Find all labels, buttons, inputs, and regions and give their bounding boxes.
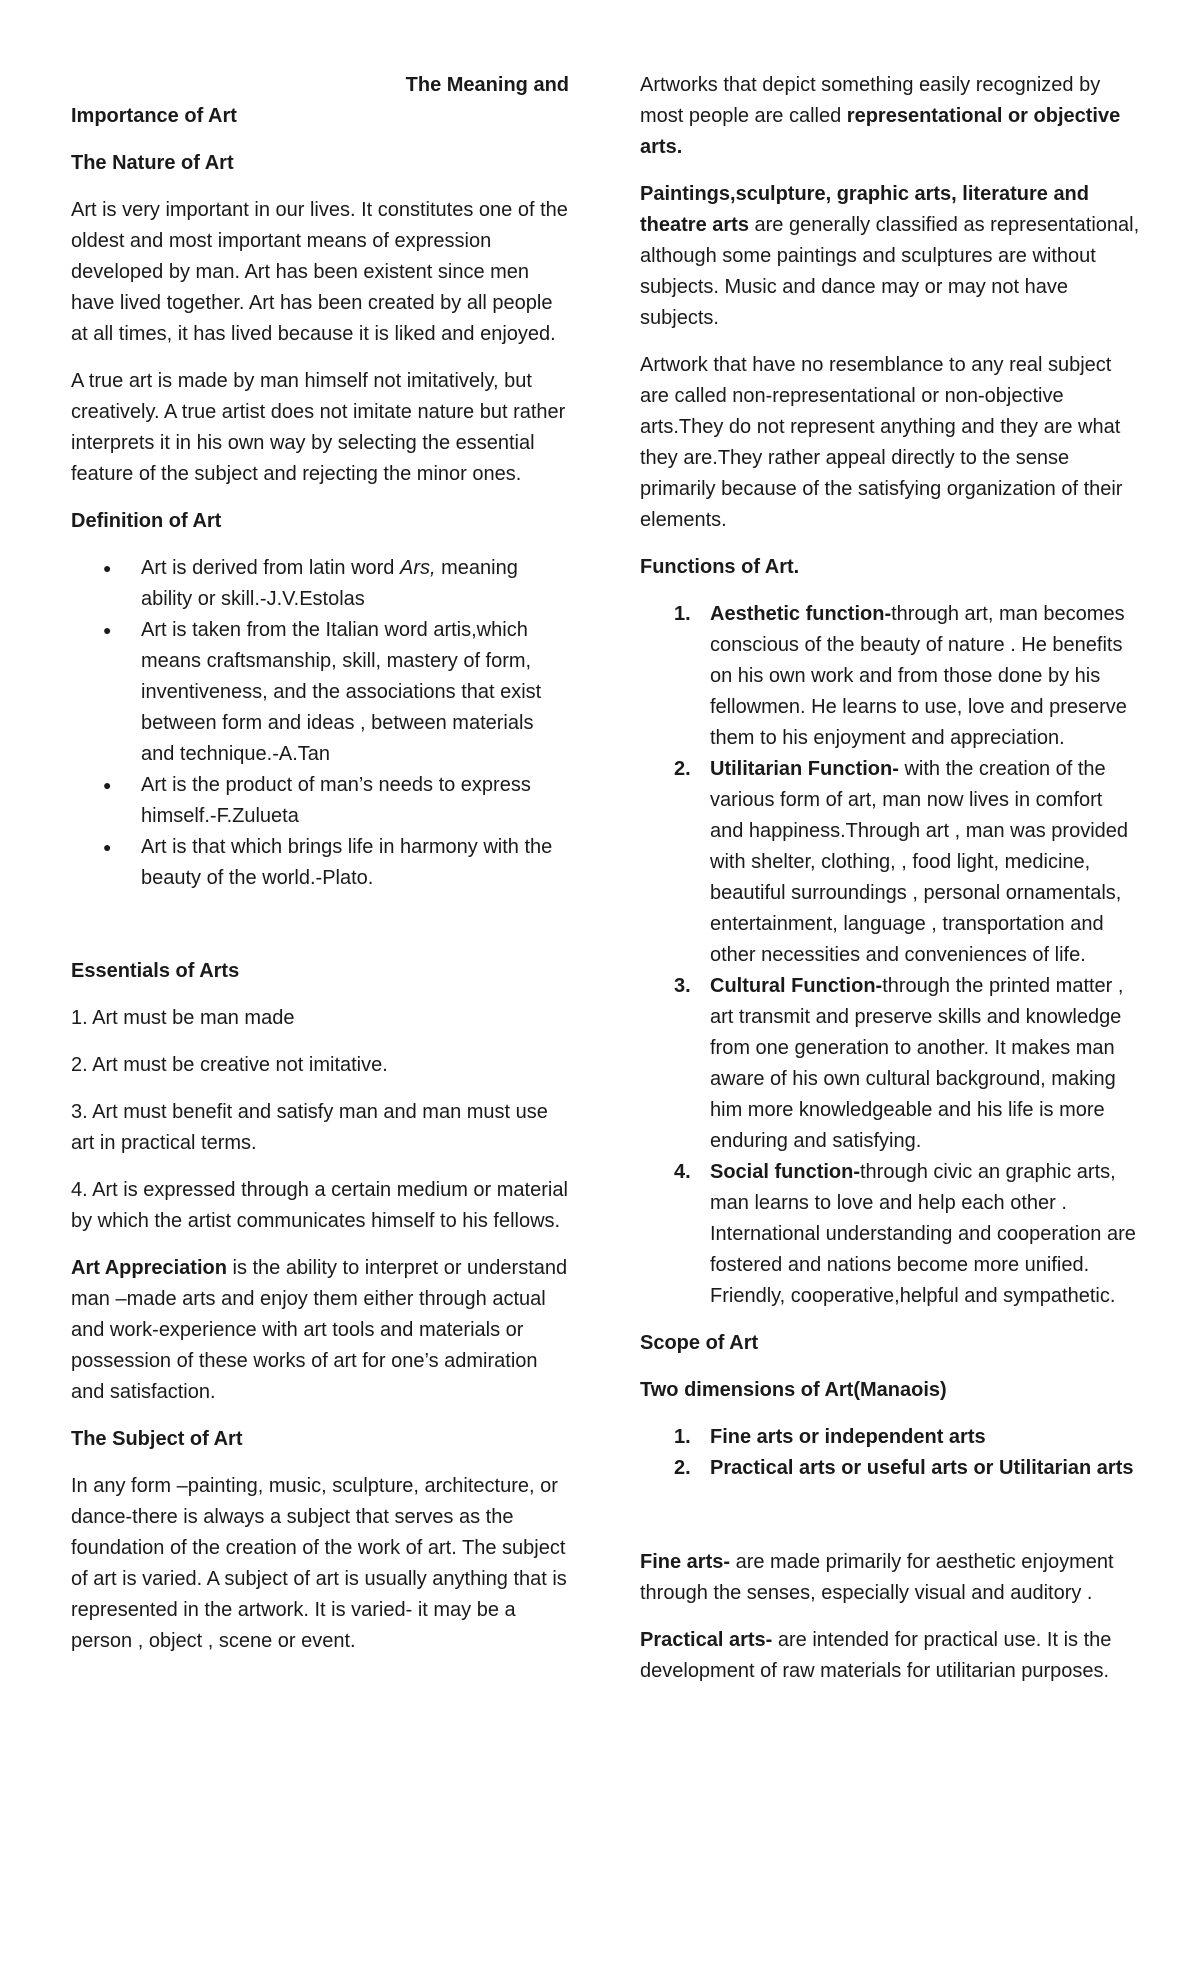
nature-paragraph-2: A true art is made by man himself not imitatively, but creatively. A true artist does not imitate nature but rather interprets it in his own way by selecting the essential feature of the subject and rejecting the minor ones. [71,370,566,485]
right-column [640,70,1140,1703]
functions-list [640,599,1140,1312]
document-title-line-1: The Meaning and [405,74,569,96]
essential-item: 3. Art must benefit and satisfy man and man must use art in practical terms. [71,1101,548,1154]
definition-item: ● Art is taken from the Italian word artis,which means craftsmanship, skill, mastery of form, inventiveness, and the associations that exist between form and ideas , between materials and technique.-A.Tan [141,615,571,770]
dimensions-list [640,1422,1140,1484]
definition-item: ● Art is derived from latin word Ars, meaning ability or skill.-J.V.Estolas [141,553,571,615]
non-representational-paragraph: Artwork that have no resemblance to any real subject are called non-representational or non-objective arts.They do not represent anything and they are what they are.They rather appeal directly to the sense primarily because of the satisfying organization of their elements. [640,354,1123,531]
function-item: 1. Aesthetic function-through art, man becomes conscious of the beauty of nature . He benefits on his own work and from those done by his fellowmen. He learns to use, love and preserve them to his enjoyment and appreciation. [674,603,1127,749]
function-item: 2. Utilitarian Function- with the creation of the various form of art, man now lives in comfort and happiness.Through art , man was provided with shelter, clothing, , food light, medicine, beautiful surroundings , personal ornamentals, entertainment, language , transportation and other necessities and conveniences of life. [674,758,1129,966]
nature-heading: The Nature of Art [71,152,234,174]
definition-item: ● Art is that which brings life in harmony with the beauty of the world.-Plato. [141,832,571,894]
definition-item: ● Art is the product of man’s needs to express himself.-F.Zulueta [141,770,571,832]
fine-arts-paragraph: Fine arts- are made primarily for aesthetic enjoyment through the senses, especially visual and auditory . [640,1551,1114,1604]
left-column [71,70,571,1673]
dimension-item: 2. Practical arts or useful arts or Utilitarian arts [674,1457,1134,1479]
appreciation-paragraph: Art Appreciation is the ability to interpret or understand man –made arts and enjoy them either through actual and work-experience with art tools and materials or possession of these works of art for one’s admiration and satisfaction. [71,1257,568,1403]
essential-item: 1. Art must be man made [71,1007,295,1029]
function-item: 4. Social function-through civic an graphic arts, man learns to love and help each other . International understanding and cooperation are fostered and nations become more unified. Friendly, cooperative,helpful and sympathetic. [674,1161,1136,1307]
definition-list [71,553,571,894]
essential-item: 2. Art must be creative not imitative. [71,1054,388,1076]
representational-paragraph: Artworks that depict something easily recognized by most people are called representational or objective arts. [640,74,1121,158]
function-item: 3. Cultural Function-through the printed matter , art transmit and preserve skills and knowledge from one generation to another. It makes man aware of his own cultural background, making him more knowledgeable and his life is more enduring and satisfying. [674,975,1124,1152]
definition-heading: Definition of Art [71,510,222,532]
dimensions-heading: Two dimensions of Art(Manaois) [640,1379,947,1401]
subject-paragraph: In any form –painting, music, sculpture, architecture, or dance-there is always a subject that serves as the foundation of the creation of the work of art. The subject of art is varied. A subject of art is usually anything that is represented in the artwork. It is varied- it may be a person , object , scene or event. [71,1475,567,1652]
subject-heading: The Subject of Art [71,1428,243,1450]
essential-item: 4. Art is expressed through a certain medium or material by which the artist communicates himself to his fellows. [71,1179,568,1232]
appreciation-term: Art Appreciation [71,1257,227,1279]
scope-heading: Scope of Art [640,1332,759,1354]
nature-paragraph-1: Art is very important in our lives. It constitutes one of the oldest and most important means of expression developed by man. Art has been existent since men have lived together. Art has been created by all people at all times, it has lived because it is liked and enjoyed. [71,199,568,345]
functions-heading: Functions of Art. [640,556,800,578]
practical-arts-paragraph: Practical arts- are intended for practical use. It is the development of raw materials for utilitarian purposes. [640,1629,1112,1682]
document-title-line-2: Importance of Art [71,105,237,127]
classification-paragraph: Paintings,sculpture, graphic arts, literature and theatre arts are generally classified as representational, although some paintings and sculptures are without subjects. Music and dance may or may not have subjects. [640,183,1140,329]
essentials-heading: Essentials of Arts [71,960,240,982]
dimension-item: 1. Fine arts or independent arts [674,1426,986,1448]
